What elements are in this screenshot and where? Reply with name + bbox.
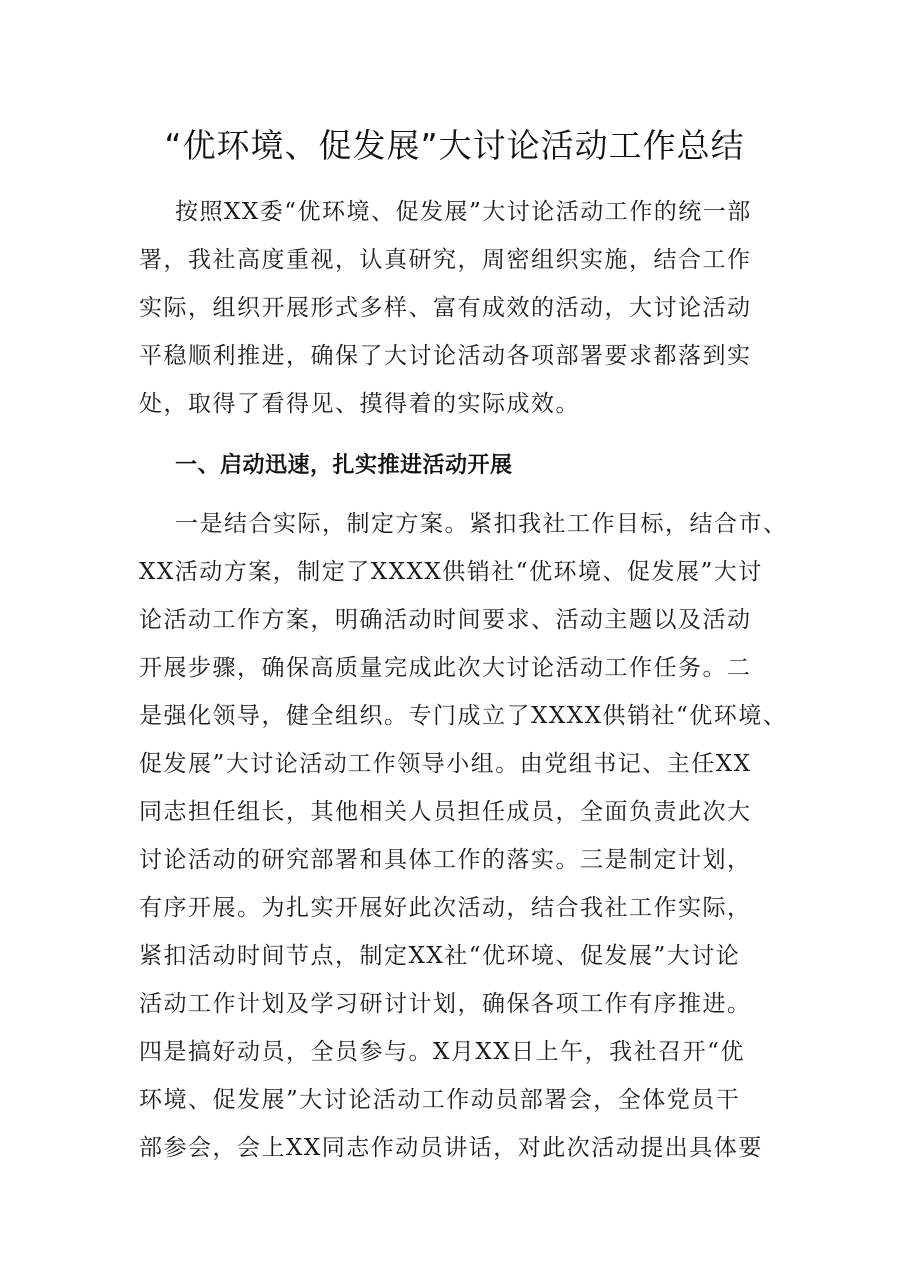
paragraph-line: 署，我社高度重视，认真研究，周密组织实施，结合工作 [139,247,752,273]
paragraph-line: 四是搞好动员，全员参与。X月XX日上午，我社召开“优 [139,1039,745,1065]
paragraph-line: 按照XX委“优环境、促发展”大讨论活动工作的统一部 [175,199,752,225]
paragraph-line: 紧扣活动时间节点，制定XX社“优环境、促发展”大讨论 [139,943,741,969]
paragraph-line: 促发展”大讨论活动工作领导小组。由党组书记、主任XX [139,751,752,777]
document-title: “优环境、促发展”大讨论活动工作总结 [164,126,745,165]
paragraph-line: 是强化领导，健全组织。专门成立了XXXX供销社“优环境、 [139,703,788,729]
intro-paragraph [139,188,779,433]
paragraph-line: 实际，组织开展形式多样、富有成效的活动，大讨论活动 [139,295,752,321]
paragraph-line: 环境、促发展”大讨论活动工作动员部署会，全体党员干 [139,1087,741,1113]
paragraph-line: 开展步骤，确保高质量完成此次大讨论活动工作任务。二 [139,655,752,681]
paragraph-line: 讨论活动的研究部署和具体工作的落实。三是制定计划， [139,847,752,873]
paragraph-line: 部参会，会上XX同志作动员讲话，对此次活动提出具体要 [139,1135,763,1161]
paragraph-line: 同志担任组长，其他相关人员担任成员，全面负责此次大 [139,799,752,825]
section-heading: 一、启动迅速，扎实推进活动开展 [175,453,513,478]
paragraph-line: 论活动工作方案，明确活动时间要求、活动主题以及活动 [139,607,752,633]
section1-paragraph [139,500,788,1180]
paragraph-line: 有序开展。为扎实开展好此次活动，结合我社工作实际， [139,895,752,921]
paragraph-line: 处，取得了看得见、摸得着的实际成效。 [139,391,580,417]
paragraph-line: 平稳顺利推进，确保了大讨论活动各项部署要求都落到实 [139,343,752,369]
paragraph-line: 活动工作计划及学习研讨计划，确保各项工作有序推进。 [139,991,752,1017]
paragraph-line: 一是结合实际，制定方案。紧扣我社工作目标，结合市、 [175,511,788,537]
paragraph-line: XX活动方案，制定了XXXX供销社“优环境、促发展”大讨 [139,559,763,585]
